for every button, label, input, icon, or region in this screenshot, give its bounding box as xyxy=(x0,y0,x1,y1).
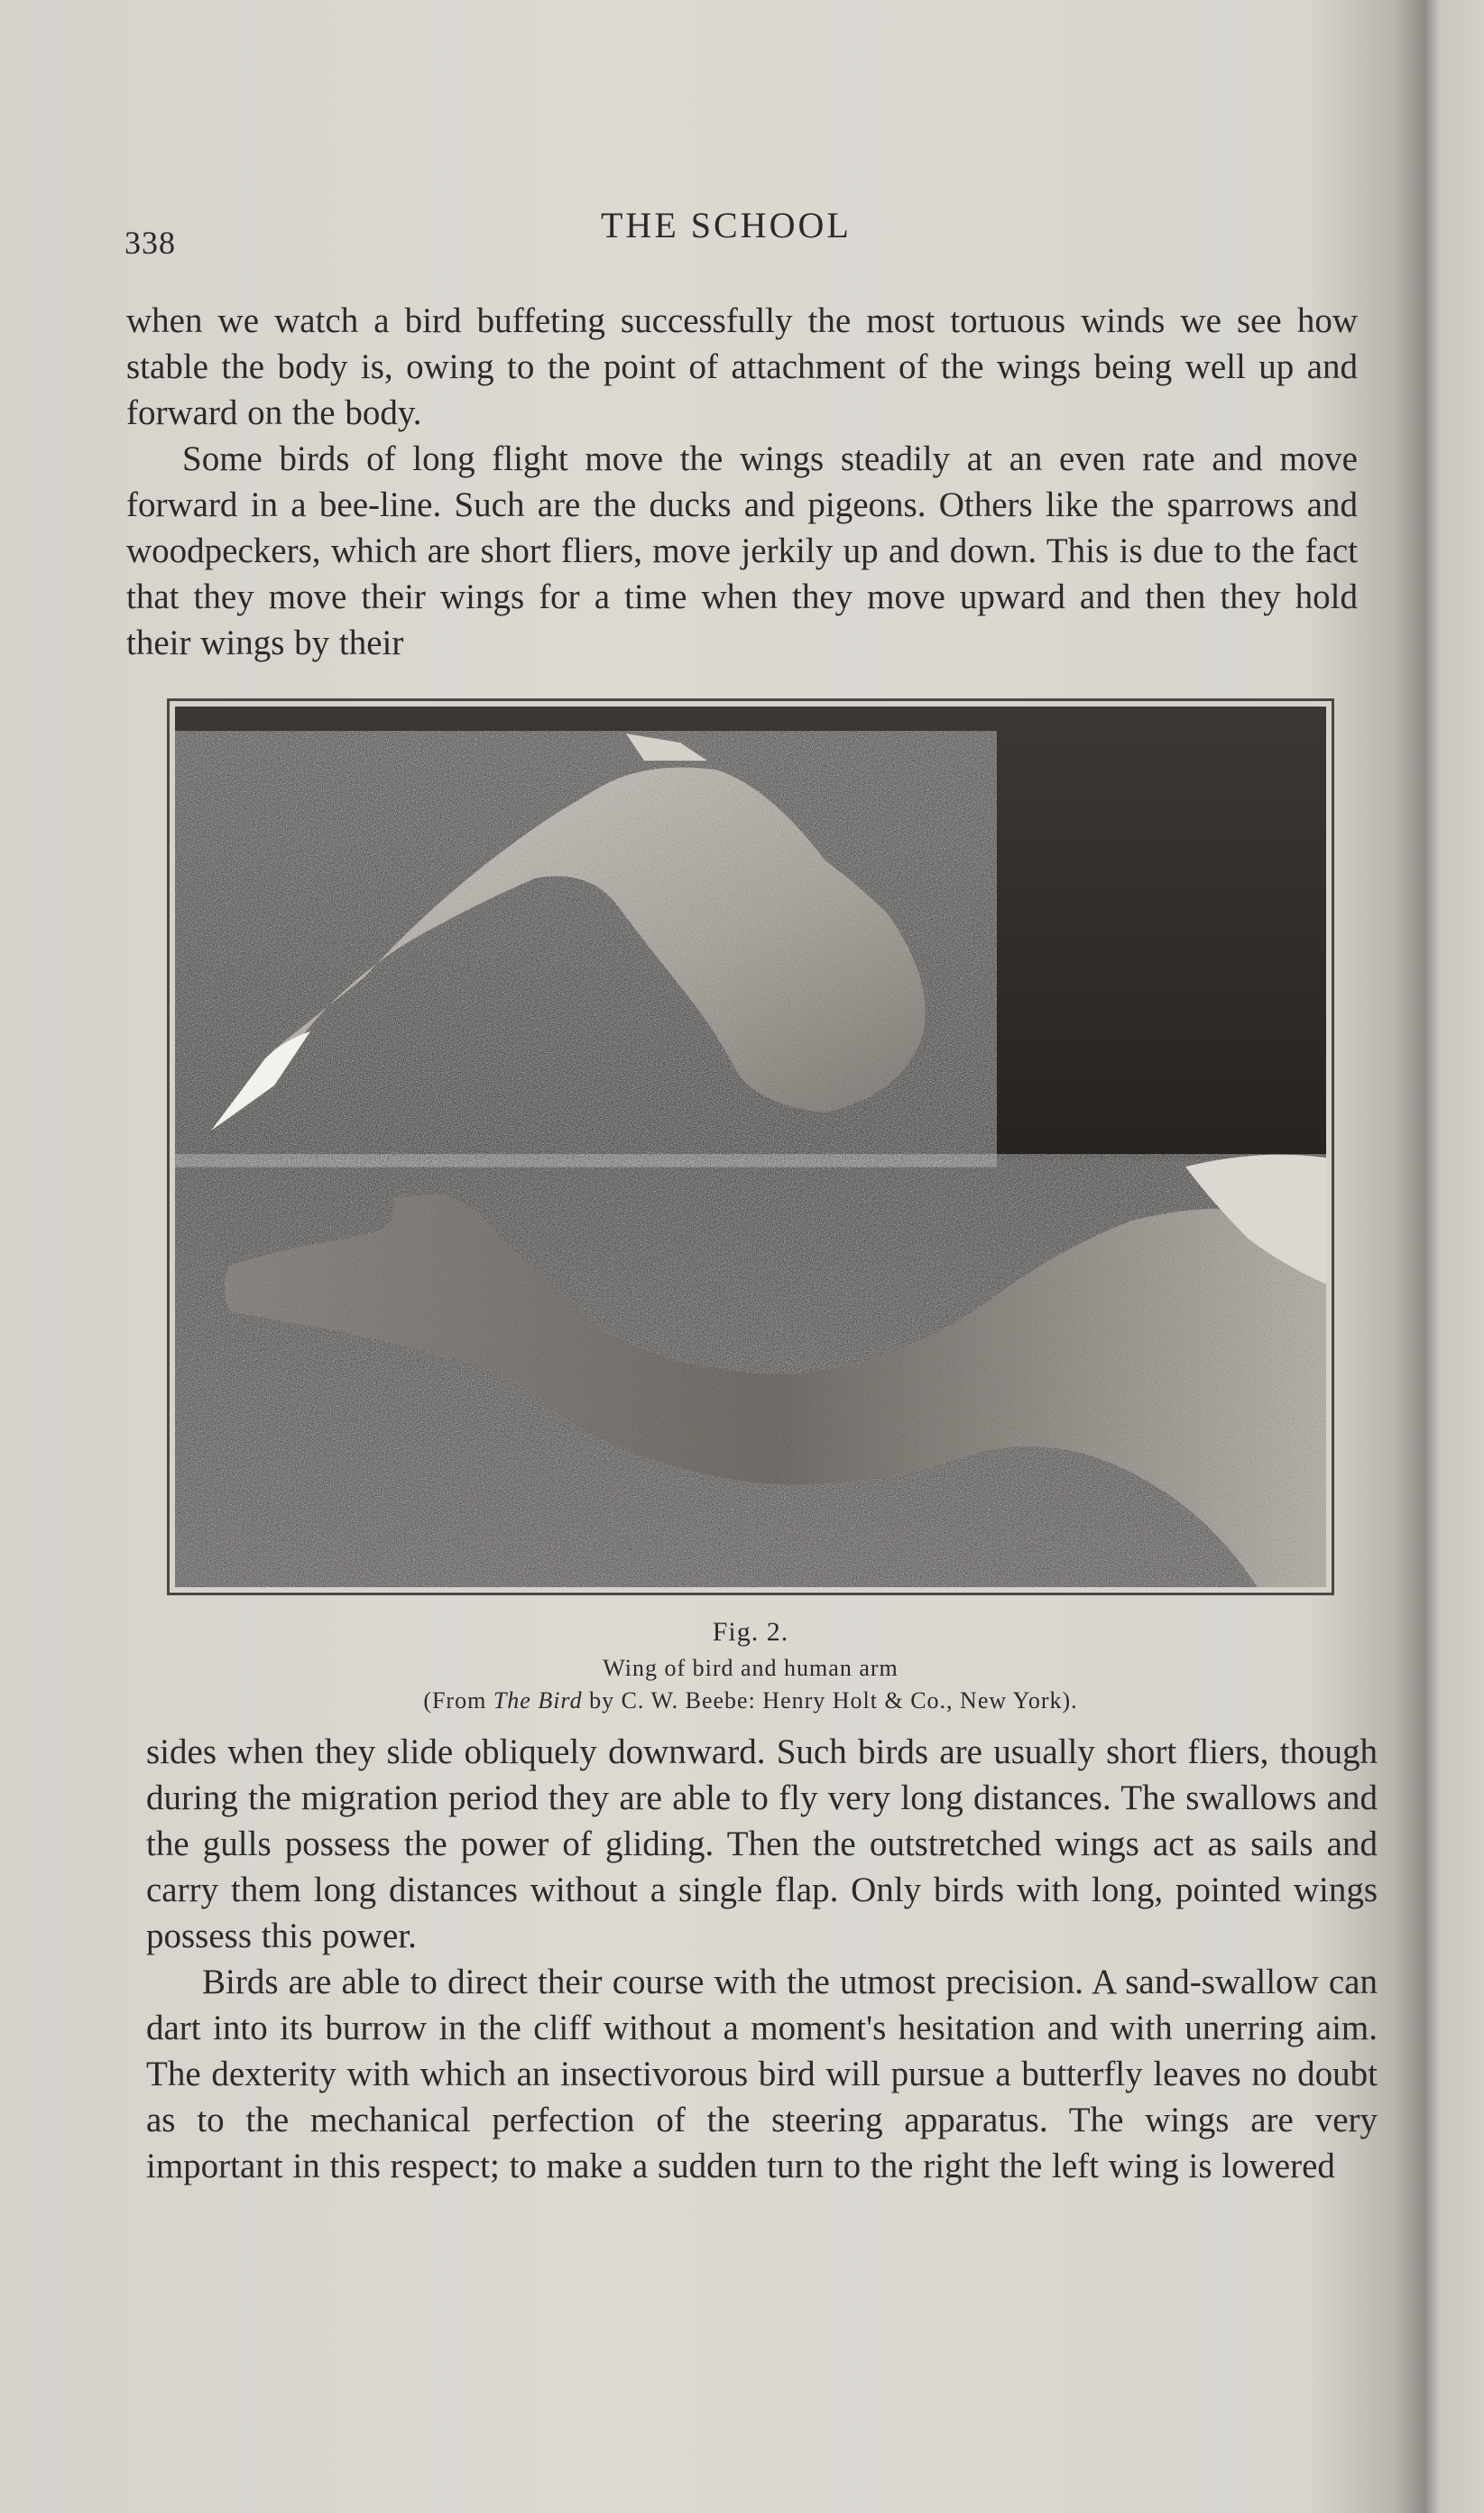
paragraph: Some birds of long flight move the wings steadily at an even rate and move forward in a bee-line. Such are the ducks and pigeons. Others like the sparrows and woodpeckers, which are short fliers, move jerkily up and down. This is due to the fact that they move their wings for a time when they move upward and then they hold their wings by their xyxy=(126,439,1358,662)
body-text-bottom xyxy=(146,1729,1378,2189)
credit-prefix: (From xyxy=(423,1687,493,1714)
paragraph: sides when they slide obliquely downward. Such birds are usually short fliers, though during the migration period they are able to fly very long distances. The swallows and the gulls possess the power of gliding. Then the outstretched wings act as sails and carry them long distances without a single flap. Only birds with long, pointed wings possess this power. xyxy=(146,1732,1378,1955)
figure-title: Wing of bird and human arm xyxy=(603,1655,899,1681)
credit-book-title: The Bird xyxy=(493,1687,583,1714)
credit-suffix: by C. W. Beebe: Henry Holt & Co., New York). xyxy=(582,1687,1078,1714)
running-title: THE SCHOOL xyxy=(601,205,852,245)
page-header xyxy=(124,204,1360,261)
figure-frame xyxy=(167,698,1334,1595)
paragraph: when we watch a bird buffeting successfully the most tortuous winds we see how stable the body is, owing to the point of attachment of the wings being well up and forward on the body. xyxy=(126,301,1358,432)
page-number: 338 xyxy=(124,225,176,261)
body-text-top xyxy=(126,298,1358,666)
figure-label: Fig. 2. xyxy=(712,1617,789,1647)
figure-credit xyxy=(167,1687,1334,1714)
paragraph: Birds are able to direct their course with the utmost precision. A sand-swallow can dart into its burrow in the cliff without a moment's hesitation and with unerring aim. The dexterity with which an insectivorous bird will pursue a butterfly leaves no doubt as to the mechanical perfection of the steering apparatus. The wings are very important in this respect; to make a sudden turn to the right the left wing is lowered xyxy=(146,1963,1378,2185)
wing-and-arm-photo xyxy=(175,707,1326,1587)
